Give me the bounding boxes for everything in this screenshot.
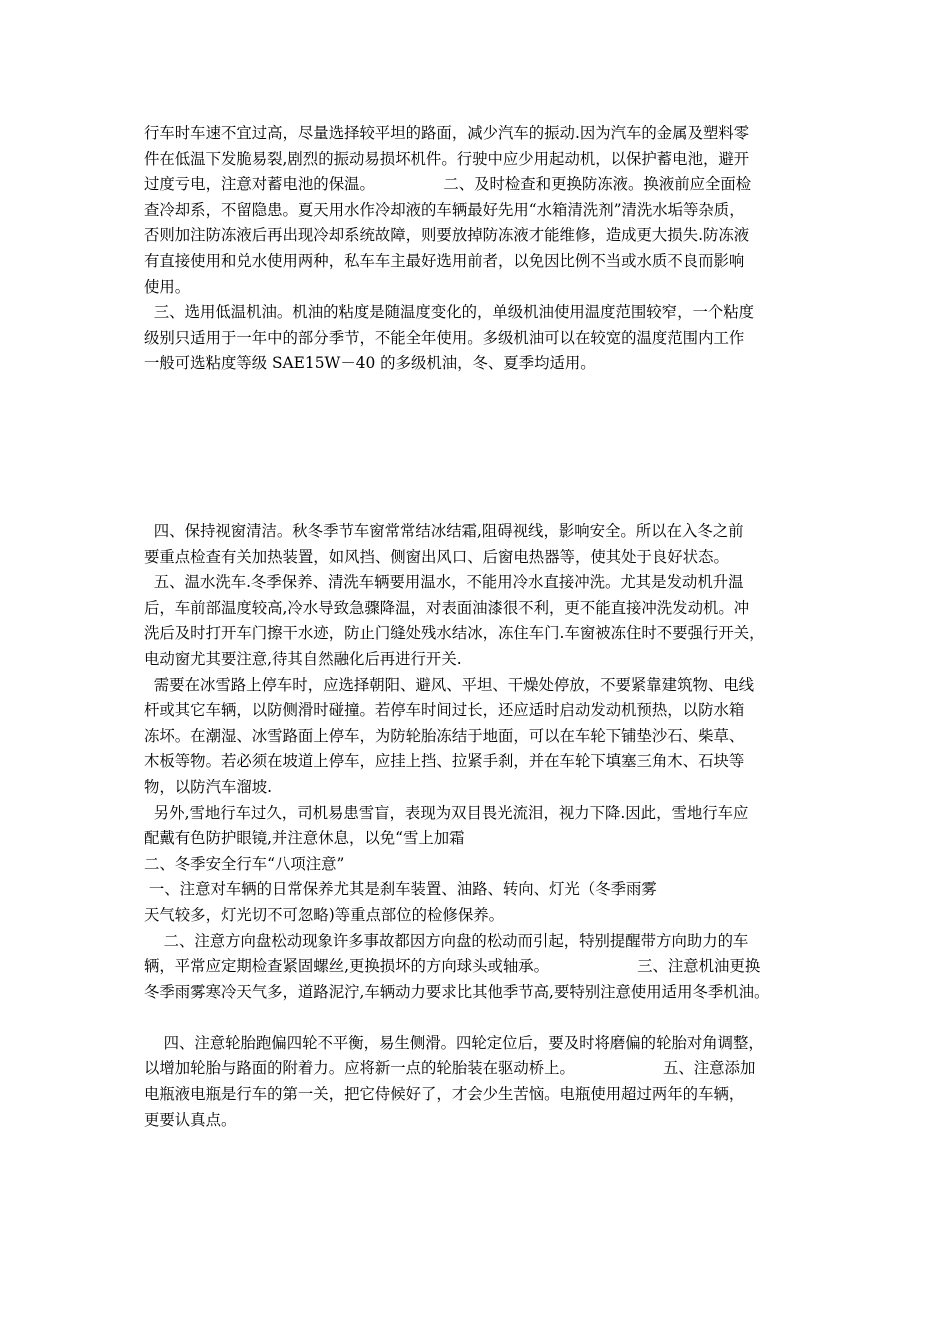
text-line: 配戴有色防护眼镜,并注意休息，以免“雪上加霜 bbox=[144, 829, 465, 848]
text-line: 件在低温下发脆易裂,剧烈的振动易损坏机件。行驶中应少用起动机，以保护蓄电池，避开 bbox=[144, 149, 750, 168]
text-line: 后，车前部温度较高,冷水导致急骤降温，对表面油漆很不利，更不能直接冲洗发动机。冲 bbox=[144, 598, 750, 617]
text-block-winter-maintenance bbox=[144, 121, 820, 377]
text-line: 过度亏电，注意对蓄电池的保温。 二、及时检查和更换防冻液。换液前应全面检 bbox=[144, 175, 752, 194]
text-line: 二、注意方向盘松动现象许多事故都因方向盘的松动而引起，特别提醒带方向助力的车 bbox=[144, 931, 749, 950]
text-line: 洗后及时打开车门擦干水迹，防止门缝处残水结冰，冻住车门.车窗被冻住时不要强行开关， bbox=[144, 624, 765, 643]
section-heading: 二、冬季安全行车“八项注意” bbox=[144, 854, 345, 873]
text-block-winter-driving bbox=[144, 519, 820, 1133]
text-line: 五、温水洗车.冬季保养、清洗车辆要用温水，不能用冷水直接冲洗。尤其是发动机升温 bbox=[144, 573, 744, 592]
text-line: 一、注意对车辆的日常保养尤其是刹车装置、油路、转向、灯光（冬季雨雾 bbox=[144, 880, 657, 899]
text-line: 四、注意轮胎跑偏四轮不平衡，易生侧滑。四轮定位后，要及时将磨偏的轮胎对角调整， bbox=[144, 1033, 764, 1052]
text-line: 杆或其它车辆，以防侧滑时碰撞。若停车时间过长，还应适时启动发动机预热，以防水箱 bbox=[144, 701, 745, 720]
text-line: 四、保持视窗清洁。秋冬季节车窗常常结冰结霜,阻碍视线，影响安全。所以在入冬之前 bbox=[144, 522, 744, 540]
text-line: 电瓶液电瓶是行车的第一关，把它侍候好了，才会少生苦恼。电瓶使用超过两年的车辆， bbox=[144, 1085, 745, 1104]
text-line: 有直接使用和兑水使用两种，私车车主最好选用前者，以免因比例不当或水质不良而影响 bbox=[144, 251, 745, 270]
text-line: 电动窗尤其要注意,待其自然融化后再进行开关. bbox=[144, 649, 462, 668]
text-line: 更要认真点。 bbox=[144, 1110, 237, 1129]
text-line: 另外,雪地行车过久，司机易患雪盲，表现为双目畏光流泪，视力下降.因此，雪地行车应 bbox=[144, 803, 749, 822]
text-line: 使用。 bbox=[144, 277, 191, 296]
text-line: 辆，平常应定期检查紧固螺丝,更换损坏的方向球头或轴承。 三、注意机油更换 bbox=[144, 957, 761, 976]
text-line: 三、选用低温机油。机油的粘度是随温度变化的，单级机油使用温度范围较窄，一个粘度 bbox=[144, 303, 755, 322]
text-line: 级别只适用于一年中的部分季节，不能全年使用。多级机油可以在较宽的温度范围内工作 bbox=[144, 328, 745, 347]
text-line: 否则加注防冻液后再出现冷却系统故障，则要放掉防冻液才能维修，造成更大损失.防冻液 bbox=[144, 226, 750, 245]
blank-line bbox=[144, 1005, 820, 1031]
text-line: 物，以防汽车溜坡. bbox=[144, 777, 273, 796]
text-line: 木板等物。若必须在坡道上停车，应挂上挡、拉紧手刹，并在车轮下填塞三角木、石块等 bbox=[144, 752, 745, 771]
text-line: 需要在冰雪路上停车时，应选择朝阳、避风、平坦、干燥处停放，不要紧靠建筑物、电线 bbox=[144, 675, 755, 694]
text-line: 以增加轮胎与路面的附着力。应将新一点的轮胎装在驱动桥上。 五、注意添加 bbox=[144, 1059, 756, 1078]
text-line: 冬季雨雾寒冷天气多，道路泥泞,车辆动力要求比其他季节高,要特别注意使用适用冬季机油。 bbox=[144, 982, 770, 1001]
text-line: 查冷却系，不留隐患。夏天用水作冷却液的车辆最好先用“水箱清洗剂”清洗水垢等杂质， bbox=[144, 200, 745, 219]
text-line: 行车时车速不宜过高，尽量选择较平坦的路面，减少汽车的振动.因为汽车的金属及塑料零 bbox=[144, 124, 750, 142]
text-line: 冻坏。在潮湿、冰雪路面上停车，为防轮胎冻结于地面，可以在车轮下铺垫沙石、柴草、 bbox=[144, 726, 745, 745]
text-line: 一般可选粘度等级 SAE15W－40 的多级机油，冬、夏季均适用。 bbox=[144, 354, 596, 373]
text-line: 要重点检查有关加热装置，如风挡、侧窗出风口、后窗电热器等，使其处于良好状态。 bbox=[144, 547, 729, 566]
text-line: 天气较多，灯光切不可忽略)等重点部位的检修保养。 bbox=[144, 905, 504, 924]
